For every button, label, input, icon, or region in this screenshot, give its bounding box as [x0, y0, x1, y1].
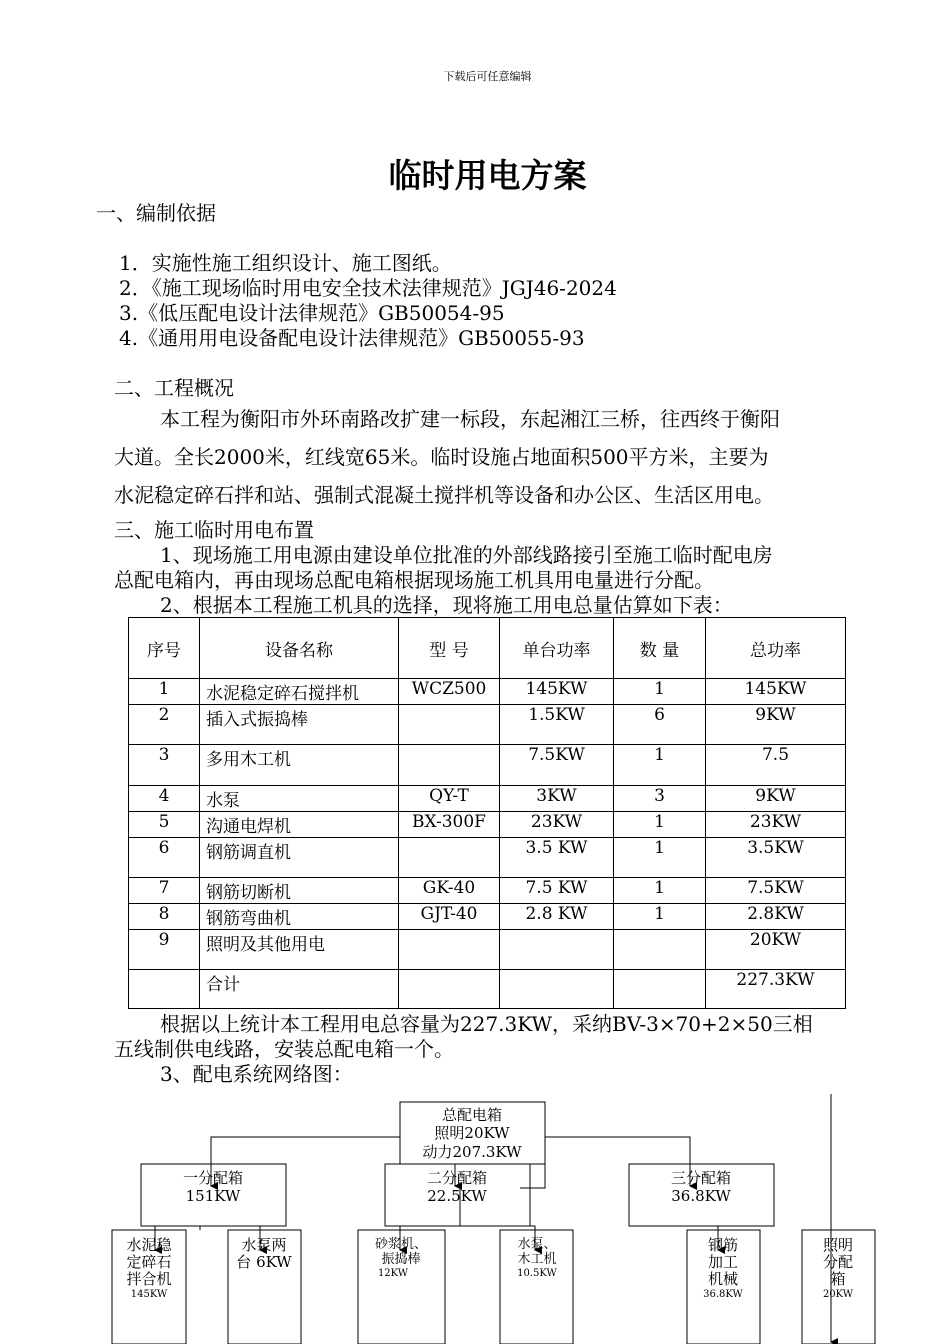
equipment-power-table — [128, 617, 846, 1009]
reference-3: 3.《低压配电设计法律规范》GB50054-95 — [119, 301, 505, 325]
table-cell — [399, 838, 500, 878]
main-box-title: 总配电箱 — [441, 1106, 503, 1124]
table-cell: 1 — [129, 679, 200, 705]
section2-heading: 二、工程概况 — [114, 376, 234, 400]
overview-line-2: 大道。全长2000米，红线宽65米。临时设施占地面积500平方米，主要为 — [114, 445, 769, 469]
table-row — [129, 705, 846, 745]
table-cell: 20KW — [706, 930, 846, 970]
leaf5-line3: 机械 — [707, 1270, 739, 1288]
table-cell: 3.5KW — [706, 838, 846, 878]
leaf1-power: 145KW — [130, 1289, 168, 1300]
leaf6-line3: 箱 — [830, 1270, 846, 1288]
table-cell — [500, 930, 614, 970]
leaf6-line1: 照明 — [822, 1236, 854, 1254]
table-cell: 7.5KW — [500, 745, 614, 786]
table-cell: 9KW — [706, 786, 846, 812]
leaf5-power: 36.8KW — [703, 1289, 743, 1300]
table-cell: 3.5 KW — [500, 838, 614, 878]
table-row — [129, 745, 846, 786]
table-cell: 9 — [129, 930, 200, 970]
section1-heading: 一、编制依据 — [96, 201, 216, 225]
leaf3-power: 12KW — [377, 1268, 409, 1279]
table-cell: 1 — [614, 904, 706, 930]
leaf2-line2: 台 6KW — [236, 1253, 292, 1271]
table-cell: 沟通电焊机 — [200, 812, 399, 838]
table-cell: 7.5 KW — [500, 878, 614, 904]
reference-2: 2．《施工现场临时用电安全技术法律规范》JGJ46-2024 — [119, 276, 617, 300]
table-row — [129, 930, 846, 970]
table-cell: 1.5KW — [500, 705, 614, 745]
table-cell: 6 — [129, 838, 200, 878]
table-cell — [129, 970, 200, 1009]
table-cell: 9KW — [706, 705, 846, 745]
layout-para1-line2: 总配电箱内，再由现场总配电箱根据现场施工机具用电量进行分配。 — [114, 568, 714, 592]
sub1-title: 一分配箱 — [182, 1169, 244, 1187]
leaf6-power: 20KW — [822, 1289, 854, 1300]
table-cell: QY-T — [399, 786, 500, 812]
leaf1-line3: 拌合机 — [126, 1270, 172, 1288]
section3-heading: 三、施工临时用电布置 — [114, 518, 314, 542]
table-row — [129, 904, 846, 930]
table-cell — [399, 745, 500, 786]
table-cell: 1 — [614, 812, 706, 838]
table-cell — [614, 970, 706, 1009]
table-cell: 3KW — [500, 786, 614, 812]
table-cell: 6 — [614, 705, 706, 745]
leaf5-line2: 加工 — [707, 1253, 739, 1271]
header-note: 下载后可任意编辑 — [443, 70, 532, 83]
table-cell — [399, 970, 500, 1009]
leaf1-line1: 水泥稳 — [126, 1236, 172, 1254]
leaf2-line1: 水泵两 — [241, 1236, 287, 1254]
leaf5-line1: 钢筋 — [707, 1236, 739, 1254]
capacity-line-1: 根据以上统计本工程用电总容量为227.3KW，采纳BV-3×70+2×50三相 — [160, 1012, 813, 1036]
reference-1: 1．实施性施工组织设计、施工图纸。 — [119, 251, 452, 275]
table-cell: 227.3KW — [706, 970, 846, 1009]
table-row — [129, 679, 846, 705]
distribution-network-diagram — [0, 1080, 950, 1344]
table-row — [129, 812, 846, 838]
table-cell: 1 — [614, 679, 706, 705]
table-cell: 23KW — [706, 812, 846, 838]
leaf3-line2: 振捣棒 — [381, 1252, 421, 1267]
table-cell: 1 — [614, 838, 706, 878]
table-cell: 2.8 KW — [500, 904, 614, 930]
table-cell: 23KW — [500, 812, 614, 838]
document-title: 临时用电方案 — [388, 156, 587, 195]
layout-para2: 2、根据本工程施工机具的选择，现将施工用电总量估算如下表： — [160, 593, 733, 617]
table-row — [129, 786, 846, 812]
table-cell — [500, 970, 614, 1009]
table-cell: 水泥稳定碎石搅拌机 — [200, 679, 399, 705]
table-cell: 钢筋切断机 — [200, 878, 399, 904]
table-cell: 4 — [129, 786, 200, 812]
leaf4-line1: 水泵、 — [517, 1237, 557, 1252]
header-cell: 数 量 — [614, 618, 706, 679]
table-cell: 钢筋弯曲机 — [200, 904, 399, 930]
table-cell: 照明及其他用电 — [200, 930, 399, 970]
table-row-total — [129, 970, 846, 1009]
table-cell: 多用木工机 — [200, 745, 399, 786]
overview-line-1: 本工程为衡阳市外环南路改扩建一标段，东起湘江三桥，往西终于衡阳 — [160, 407, 780, 431]
leaf1-line2: 定碎石 — [126, 1253, 172, 1271]
table-cell — [399, 705, 500, 745]
leaf4-line2: 木工机 — [517, 1252, 557, 1267]
leaf3-line1: 砂浆机、 — [374, 1237, 428, 1252]
table-cell: 7 — [129, 878, 200, 904]
table-cell: 5 — [129, 812, 200, 838]
header-cell: 型 号 — [399, 618, 500, 679]
sub3-power: 36.8KW — [671, 1187, 731, 1205]
header-cell: 单台功率 — [500, 618, 614, 679]
table-cell: 7.5 — [706, 745, 846, 786]
header-cell: 序号 — [129, 618, 200, 679]
capacity-line-2: 五线制供电线路，安装总配电箱一个。 — [114, 1037, 454, 1061]
leaf4-power: 10.5KW — [517, 1268, 557, 1279]
table-cell: 3 — [614, 786, 706, 812]
header-cell: 设备名称 — [200, 618, 399, 679]
main-box-power: 动力207.3KW — [422, 1143, 522, 1161]
table-cell: 1 — [614, 878, 706, 904]
table-cell — [614, 930, 706, 970]
sub1-power: 151KW — [185, 1187, 241, 1205]
main-box-lighting: 照明20KW — [434, 1124, 510, 1142]
table-cell: WCZ500 — [399, 679, 500, 705]
sub2-title: 二分配箱 — [426, 1169, 488, 1187]
sub2-power: 22.5KW — [427, 1187, 487, 1205]
table-cell: 7.5KW — [706, 878, 846, 904]
table-cell: GK-40 — [399, 878, 500, 904]
table-cell: 1 — [614, 745, 706, 786]
overview-line-3: 水泥稳定碎石拌和站、强制式混凝土搅拌机等设备和办公区、生活区用电。 — [114, 483, 774, 507]
table-cell: 插入式振捣棒 — [200, 705, 399, 745]
table-cell: 钢筋调直机 — [200, 838, 399, 878]
table-row — [129, 878, 846, 904]
table-cell: 合计 — [200, 970, 399, 1009]
network-heading: 3、配电系统网络图： — [160, 1062, 353, 1086]
table-cell — [399, 930, 500, 970]
table-cell: 3 — [129, 745, 200, 786]
table-cell: BX-300F — [399, 812, 500, 838]
table-header-row — [129, 618, 846, 679]
reference-4: 4.《通用用电设备配电设计法律规范》GB50055-93 — [119, 326, 585, 350]
sub3-title: 三分配箱 — [670, 1169, 732, 1187]
table-cell: 2 — [129, 705, 200, 745]
table-row — [129, 838, 846, 878]
table-cell: 145KW — [706, 679, 846, 705]
table-cell: 145KW — [500, 679, 614, 705]
table-cell: 水泵 — [200, 786, 399, 812]
table-cell: 8 — [129, 904, 200, 930]
layout-para1-line1: 1、现场施工用电源由建设单位批准的外部线路接引至施工临时配电房 — [160, 543, 773, 567]
table-cell: 2.8KW — [706, 904, 846, 930]
header-cell: 总功率 — [706, 618, 846, 679]
leaf6-line2: 分配 — [822, 1253, 854, 1271]
table-cell: GJT-40 — [399, 904, 500, 930]
